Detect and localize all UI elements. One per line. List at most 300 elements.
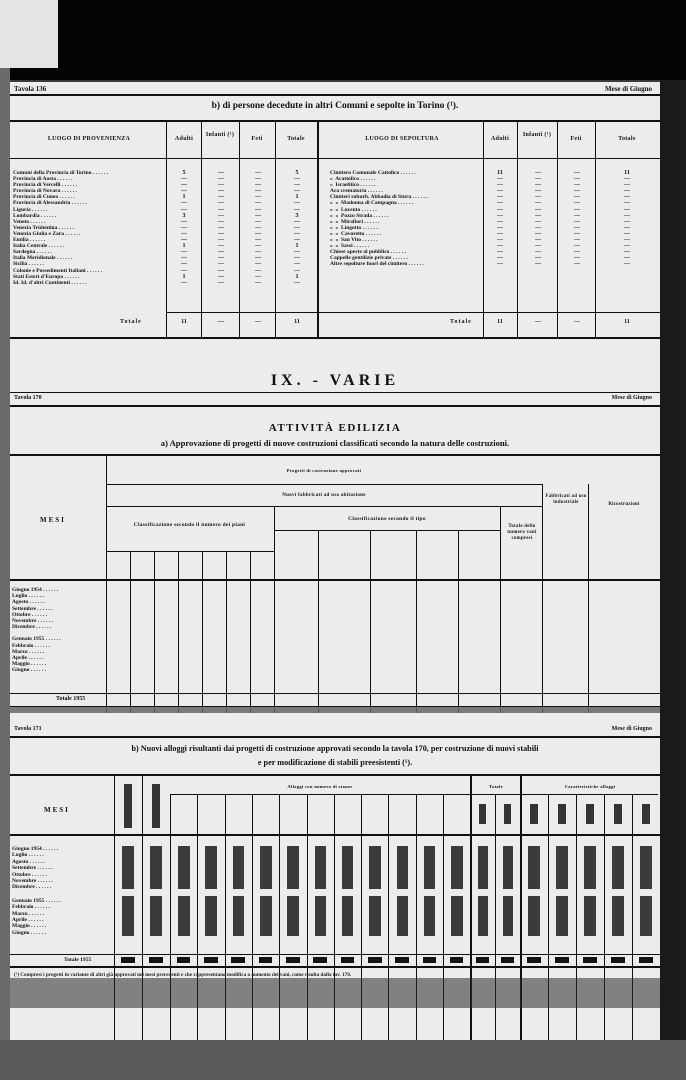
piani-rule-3 (178, 551, 179, 713)
b1-totale-infanti-left: — (218, 319, 224, 325)
month171-1954-3: Settembre . . . . . . (12, 865, 53, 872)
prov-totale-0: 5 (295, 170, 299, 176)
ink-head-16 (558, 804, 566, 824)
provenienza-row-15: Sicilia . . . . . . (13, 261, 44, 268)
sep-feti-10: — (574, 230, 580, 237)
ink-head-14 (504, 804, 512, 824)
month-label-170: Mese di Giugno (611, 395, 652, 401)
month-1955-1: Febbraio . . . . . . (12, 642, 50, 649)
ink-total-5 (259, 957, 273, 963)
prov-feti-15: — (255, 261, 261, 268)
prov-totale-11: — (294, 237, 300, 244)
col-luogo-sepoltura: LUOGO DI SEPOLTURA (365, 136, 439, 142)
piani-rule-1 (130, 551, 131, 713)
month171-1954-1: Luglio . . . . . . (12, 852, 44, 859)
sep-totale-13: — (624, 249, 630, 256)
tipo-rule-1 (370, 530, 371, 713)
prov-totale-7: 3 (295, 212, 299, 219)
col-adulti-left: Adulti (174, 136, 194, 142)
month171-gap (12, 891, 112, 898)
totale-label-170: Totale 1955 (56, 696, 86, 702)
ink-block-1955-14 (503, 896, 514, 936)
ink-head-17 (586, 804, 594, 824)
ink-block-1955-7 (315, 896, 326, 936)
ink-block-1955-16 (556, 896, 568, 936)
b1-totale-adulti-right: 11 (497, 319, 503, 325)
section-170-title: ATTIVITÀ EDILIZIA (268, 422, 402, 434)
prov-adulti-3: — (181, 188, 187, 195)
ink-total-12 (450, 957, 464, 963)
head-fabbricati-industriale: Fabbricati ad uso industriale (545, 494, 587, 505)
ink-block-1955-9 (369, 896, 380, 936)
ink-total-1 (149, 957, 163, 963)
sep-feti-15: — (574, 261, 580, 268)
provenienza-row-0: Comuni della Provincia di Torino . . . . . . (13, 170, 108, 176)
sepoltura-list (330, 170, 482, 268)
sep-infanti-9: — (535, 224, 541, 231)
prov-infanti-15: — (218, 261, 224, 268)
sepoltura-infanti-col (519, 170, 557, 268)
provenienza-row-17: Stati Esteri d'Europa . . . . . . (13, 273, 80, 280)
table-number-136: Tavola 136 (14, 85, 47, 93)
ink-block-1954-9 (369, 846, 380, 889)
month171-1955-1: Febbraio . . . . . . (12, 904, 50, 911)
sep-totale-11: — (624, 237, 630, 244)
prov-totale-3: — (294, 188, 300, 195)
prov-infanti-4: — (218, 194, 224, 201)
sep-feti-2: — (574, 182, 580, 189)
sep-infanti-7: — (535, 212, 541, 219)
provenienza-row-8: Veneto . . . . . . (13, 218, 46, 225)
sep-feti-8: — (574, 218, 580, 225)
sepoltura-row-7: » » Pozzo Strada . . . . . . (330, 212, 389, 219)
provenienza-infanti-col (203, 170, 239, 286)
prov-totale-18: — (294, 279, 300, 286)
prov-adulti-0: 5 (182, 170, 186, 176)
month-1955-2: Marzo . . . . . . (12, 648, 45, 655)
ink-block-1954-14 (503, 846, 514, 889)
sepoltura-feti-col (559, 170, 595, 268)
provenienza-row-6: Liguria . . . . . . (13, 206, 48, 213)
b1-totale-infanti-right: — (535, 319, 541, 325)
ink-total-14 (501, 957, 514, 963)
ink-block-1955-5 (260, 896, 271, 936)
rule-171-group (470, 776, 472, 1066)
sep-totale-15: — (624, 261, 630, 268)
prov-adulti-5: — (181, 200, 187, 207)
ink-total-15 (527, 957, 541, 963)
sep-infanti-5: — (535, 200, 541, 207)
prov-infanti-8: — (218, 218, 224, 225)
col-totale-right: Totale (618, 136, 636, 142)
sep-feti-13: — (574, 249, 580, 256)
sep-totale-3: — (624, 188, 630, 195)
month-1954-1: Luglio . . . . . . (12, 593, 44, 600)
sep-feti-11: — (574, 237, 580, 244)
ink-block-1954-18 (612, 846, 624, 889)
sep-totale-0: 11 (624, 170, 630, 176)
sepoltura-totale-col (597, 170, 657, 268)
sepoltura-row-2: » Israelitico . . . . . . (330, 182, 376, 189)
prov-adulti-15: — (181, 261, 187, 268)
sep-adulti-3: — (497, 188, 503, 195)
sep-infanti-11: — (535, 237, 541, 244)
month171-1955-4: Maggio . . . . . . (12, 923, 47, 930)
provenienza-row-7: Lombardia . . . . . . (13, 212, 57, 219)
prov-infanti-1: — (218, 176, 224, 183)
sep-infanti-8: — (535, 218, 541, 225)
tipo-rule-0 (318, 530, 319, 713)
month-1955-3: Aprile . . . . . . (12, 655, 44, 662)
month-label-136: Mese di Giugno (604, 85, 652, 93)
sep-adulti-8: — (497, 218, 503, 225)
sep-adulti-1: — (497, 176, 503, 183)
sep-infanti-2: — (535, 182, 541, 189)
piani-rule-4 (202, 551, 203, 713)
col-infanti-left: Infanti (¹) (205, 132, 235, 138)
sep-infanti-10: — (535, 230, 541, 237)
mesi-label-171: MESI (44, 806, 70, 814)
sep-totale-5: — (624, 200, 630, 207)
prov-infanti-2: — (218, 182, 224, 189)
ink-block-1955-11 (424, 896, 435, 936)
sep-feti-14: — (574, 255, 580, 262)
prov-feti-7: — (255, 212, 261, 219)
ink-block-1954-7 (315, 846, 326, 889)
prov-adulti-14: — (181, 255, 187, 262)
prov-adulti-17: 1 (182, 273, 186, 280)
table-number-171: Tavola 171 (14, 726, 42, 732)
ink-total-19 (639, 957, 653, 963)
ink-block-1954-16 (556, 846, 568, 889)
provenienza-adulti-col (168, 170, 200, 286)
ink-total-11 (423, 957, 437, 963)
head-classificazione-tipo: Classificazione secondo il tipo (348, 516, 426, 522)
prov-totale-13: — (294, 249, 300, 256)
prov-feti-13: — (255, 249, 261, 256)
prov-totale-14: — (294, 255, 300, 262)
ink-block-1954-8 (342, 846, 353, 889)
ink-block-1954-5 (260, 846, 271, 889)
prov-adulti-13: — (181, 249, 187, 256)
ink-block-1955-19 (640, 896, 652, 936)
prov-totale-9: — (294, 224, 300, 231)
prov-infanti-17: — (218, 273, 224, 280)
b1-totale-totale-left: 11 (294, 319, 300, 325)
provenienza-row-13: Sardegna . . . . . . (13, 249, 52, 256)
sepoltura-row-13: Chiese aperte al pubblico . . . . . . (330, 249, 406, 256)
sep-totale-1: — (624, 176, 630, 183)
prov-feti-16: — (255, 267, 261, 274)
scan-bottom-border (0, 1040, 686, 1080)
ink-block-1955-0 (122, 896, 134, 936)
ink-block-1955-3 (205, 896, 216, 936)
provenienza-list (13, 170, 163, 286)
ink-total-6 (286, 957, 300, 963)
sep-adulti-13: — (497, 249, 503, 256)
b1-totale-label-right: Totale (450, 319, 472, 325)
section-ix-heading: IX. - VARIE (270, 372, 400, 389)
sep-totale-6: — (624, 206, 630, 213)
sepoltura-adulti-col (484, 170, 516, 268)
ink-block-1955-15 (528, 896, 540, 936)
head-ricostruzioni: Ricostruzioni (608, 502, 640, 507)
sepoltura-row-14: Cappelle gentilizie private . . . . . . (330, 255, 408, 262)
ink-block-1955-10 (397, 896, 408, 936)
prov-feti-12: — (255, 243, 261, 250)
sep-adulti-7: — (497, 212, 503, 219)
ink-block-1955-18 (612, 896, 624, 936)
month171-1955-2: Marzo . . . . . . (12, 910, 45, 917)
sep-adulti-14: — (497, 255, 503, 262)
month171-1954-4: Ottobre . . . . . . (12, 871, 48, 878)
sepoltura-row-11: » » San Vito . . . . . . (330, 237, 378, 244)
rule-171-1 (142, 776, 143, 1066)
ink-block-1954-12 (451, 846, 462, 889)
prov-totale-12: 1 (295, 243, 299, 250)
head-classificazione-piani: Classificazione secondo il numero dei piani (133, 522, 246, 528)
col-feti-right: Feti (570, 136, 582, 142)
head-nuovi-fabbricati: Nuovi fabbricati ad uso abitazione (282, 493, 366, 498)
ink-block-1954-19 (640, 846, 652, 889)
ink-total-0 (121, 957, 135, 963)
ink-block-1955-12 (451, 896, 462, 936)
prov-feti-1: — (255, 176, 261, 183)
ink-total-16 (555, 957, 569, 963)
month-1954-4: Ottobre . . . . . . (12, 611, 48, 618)
sep-adulti-4: — (497, 194, 503, 201)
prov-feti-6: — (255, 206, 261, 213)
section-b1-title: b) di persone decedute in altri Comuni e sepolte in Torino (¹). (211, 101, 459, 111)
head-progetti-approvati: Progetti di costruzione approvati (286, 468, 362, 473)
sep-totale-14: — (624, 255, 630, 262)
prov-adulti-1: — (181, 176, 187, 183)
section-171-title-line2: e per modificazione di stabili preesistenti (¹). (257, 758, 413, 767)
sep-feti-3: — (574, 188, 580, 195)
tipo-rule-3 (458, 530, 459, 713)
sep-totale-10: — (624, 230, 630, 237)
prov-infanti-16: — (218, 267, 224, 274)
sepoltura-row-6: » » Lucento . . . . . . (330, 206, 377, 213)
provenienza-row-5: Provincia di Alessandria . . . . . . (13, 200, 87, 207)
month-1955-5: Giugno . . . . . . (12, 667, 46, 674)
ink-total-2 (177, 957, 191, 963)
month171-1955-0: Gennaio 1955 . . . . . . (12, 897, 61, 904)
prov-totale-8: — (294, 218, 300, 225)
prov-totale-6: — (294, 206, 300, 213)
sep-feti-9: — (574, 224, 580, 231)
prov-feti-18: — (255, 279, 261, 286)
ink-block-1955-8 (342, 896, 353, 936)
provenienza-row-9: Venezia Tridentina . . . . . . (13, 224, 74, 231)
prov-infanti-13: — (218, 249, 224, 256)
ink-block-1954-6 (287, 846, 298, 889)
sep-infanti-4: — (535, 194, 541, 201)
head-caratteristiche: Caratteristiche alloggi (564, 784, 616, 789)
ink-head-1 (152, 784, 160, 828)
section-170-subtitle: a) Approvazione di progetti di nuove costruzioni classificati secondo la natura delle costruzioni. (160, 438, 510, 448)
b1-totale-label-left: Totale (120, 319, 142, 325)
head-alloggi-stanze: Alloggi con numero di stanze (287, 784, 353, 789)
month171-1955-3: Aprile . . . . . . (12, 917, 44, 924)
sepoltura-row-5: » » Madonna di Campagna . . . . . . (330, 200, 414, 207)
sep-feti-1: — (574, 176, 580, 183)
ink-head-19 (642, 804, 650, 824)
sep-infanti-14: — (535, 255, 541, 262)
ink-total-13 (476, 957, 489, 963)
ink-head-18 (614, 804, 622, 824)
month-1954-5: Novembre . . . . . . (12, 618, 53, 625)
ink-total-8 (341, 957, 355, 963)
sep-totale-7: — (624, 212, 630, 219)
provenienza-row-16: Colonie e Possedimenti Italiani . . . . . . (13, 267, 103, 274)
sep-feti-7: — (574, 212, 580, 219)
prov-feti-3: — (255, 188, 261, 195)
ink-total-10 (395, 957, 409, 963)
prov-infanti-3: — (218, 188, 224, 195)
provenienza-feti-col (241, 170, 275, 286)
prov-feti-2: — (255, 182, 261, 189)
ink-block-1955-1 (150, 896, 162, 936)
sep-infanti-13: — (535, 249, 541, 256)
prov-totale-10: — (294, 230, 300, 237)
head-totale-171: Totale (489, 784, 503, 789)
prov-feti-9: — (255, 224, 261, 231)
sepoltura-row-15: Altre sepolture fuori del cimitero . . . . . . (330, 261, 424, 268)
ink-total-9 (368, 957, 382, 963)
prov-adulti-10: — (181, 230, 187, 237)
sep-feti-6: — (574, 206, 580, 213)
sepoltura-row-0: Cimitero Comunale Cattolico . . . . . . (330, 170, 416, 176)
prov-feti-4: — (255, 194, 261, 201)
sep-totale-8: — (624, 218, 630, 225)
month171-1954-6: Dicembre . . . . . . (12, 884, 52, 891)
sep-adulti-5: — (497, 200, 503, 207)
prov-adulti-4: 1 (182, 194, 186, 201)
ink-total-18 (611, 957, 625, 963)
provenienza-row-14: Italia Meridionale . . . . . . (13, 255, 73, 262)
ink-head-0 (124, 784, 132, 828)
month-1954-0: Giugno 1954 . . . . . . (12, 587, 59, 593)
piani-rule-5 (226, 551, 227, 713)
month171-1954-5: Novembre . . . . . . (12, 878, 53, 885)
sep-feti-4: — (574, 194, 580, 201)
col-feti-left: Feti (251, 136, 263, 142)
sep-totale-9: — (624, 224, 630, 231)
ink-block-1955-13 (478, 896, 489, 936)
prov-adulti-8: — (181, 218, 187, 225)
month-1955-4: Maggio . . . . . . (12, 661, 47, 668)
document-page (10, 82, 660, 1040)
prov-infanti-7: — (218, 212, 224, 219)
ink-block-1954-13 (478, 846, 489, 889)
b1-totale-adulti-left: 11 (181, 319, 187, 325)
ink-block-1955-17 (584, 896, 596, 936)
sep-infanti-0: — (535, 170, 541, 176)
prov-adulti-18: — (181, 279, 187, 286)
scan-left-border (0, 68, 10, 1080)
rule-171-group2 (520, 776, 522, 1066)
sepoltura-row-9: » » Lingotto . . . . . . (330, 224, 378, 231)
month171-1955-5: Giugno . . . . . . (12, 929, 46, 936)
sep-totale-12: — (624, 243, 630, 250)
ink-block-1955-4 (233, 896, 244, 936)
prov-totale-2: — (294, 182, 300, 189)
prov-infanti-14: — (218, 255, 224, 262)
sep-adulti-12: — (497, 243, 503, 250)
provenienza-row-12: Italia Centrale . . . . . . (13, 243, 64, 250)
provenienza-row-2: Provincia di Vercelli . . . . . . (13, 182, 77, 189)
sep-adulti-11: — (497, 237, 503, 244)
ink-block-1955-2 (178, 896, 189, 936)
scan-top-border (0, 0, 686, 80)
sep-adulti-2: — (497, 182, 503, 189)
ink-block-1954-3 (205, 846, 216, 889)
table-number-170: Tavola 170 (14, 395, 42, 401)
provenienza-row-18: Id. Id. d'altri Continenti . . . . . . (13, 279, 87, 286)
sep-adulti-6: — (497, 206, 503, 213)
prov-infanti-12: — (218, 243, 224, 250)
month-label-171: Mese di Giugno (611, 726, 652, 732)
prov-adulti-9: — (181, 224, 187, 231)
sep-infanti-12: — (535, 243, 541, 250)
ink-total-7 (313, 957, 327, 963)
section-171-title-line1: b) Nuovi alloggi risultanti dai progetti di costruzione approvati secondo la tavola 170, per costruzione di nuovi stabili (131, 744, 539, 753)
month-1955-0: Gennaio 1955 . . . . . . (12, 636, 61, 643)
sepoltura-row-1: » Acattolico . . . . . . (330, 176, 376, 183)
prov-totale-1: — (294, 176, 300, 183)
prov-infanti-6: — (218, 206, 224, 213)
head-totale-vani: Totale dello numero vani compresi (507, 524, 537, 541)
months-list-171 (12, 846, 112, 936)
col-totale-left: Totale (287, 136, 305, 142)
footnote: (¹) Compresi i progetti in variante di altri già approvati nei mesi precedenti e che rappresentano modifica o aumento dei vani, come risulta dalla tav. 170. (14, 972, 352, 978)
prov-feti-17: — (255, 273, 261, 280)
prov-totale-4: 1 (295, 194, 299, 201)
provenienza-row-3: Provincia di Novara . . . . . . (13, 188, 77, 195)
ink-block-1955-6 (287, 896, 298, 936)
ink-block-1954-0 (122, 846, 134, 889)
prov-feti-8: — (255, 218, 261, 225)
prov-feti-14: — (255, 255, 261, 262)
sep-feti-0: — (574, 170, 580, 176)
ink-head-15 (530, 804, 538, 824)
b1-totale-feti-right: — (574, 319, 580, 325)
month-1954-2: Agosto . . . . . . (12, 599, 45, 606)
ink-total-3 (204, 957, 218, 963)
provenienza-totale-col (277, 170, 317, 286)
prov-adulti-7: 3 (182, 212, 186, 219)
prov-infanti-11: — (218, 237, 224, 244)
sep-adulti-15: — (497, 261, 503, 268)
col-infanti-right: Infanti (¹) (522, 132, 552, 138)
ink-head-13 (479, 804, 487, 824)
totale-label-171: Totale 1955 (64, 957, 92, 963)
ink-block-1954-1 (150, 846, 162, 889)
prov-infanti-5: — (218, 200, 224, 207)
prov-feti-5: — (255, 200, 261, 207)
provenienza-row-1: Provincia di Aosta . . . . . . (13, 176, 73, 183)
ink-block-1954-11 (424, 846, 435, 889)
prov-infanti-10: — (218, 230, 224, 237)
prov-totale-17: 1 (295, 273, 299, 280)
prov-infanti-18: — (218, 279, 224, 286)
scan-tab-corner (0, 0, 58, 68)
prov-totale-16: — (294, 267, 300, 274)
sepoltura-row-3: Ara crematoria . . . . . . (330, 188, 383, 195)
ink-block-1954-10 (397, 846, 408, 889)
provenienza-row-4: Provincia di Cuneo . . . . . . (13, 194, 75, 201)
